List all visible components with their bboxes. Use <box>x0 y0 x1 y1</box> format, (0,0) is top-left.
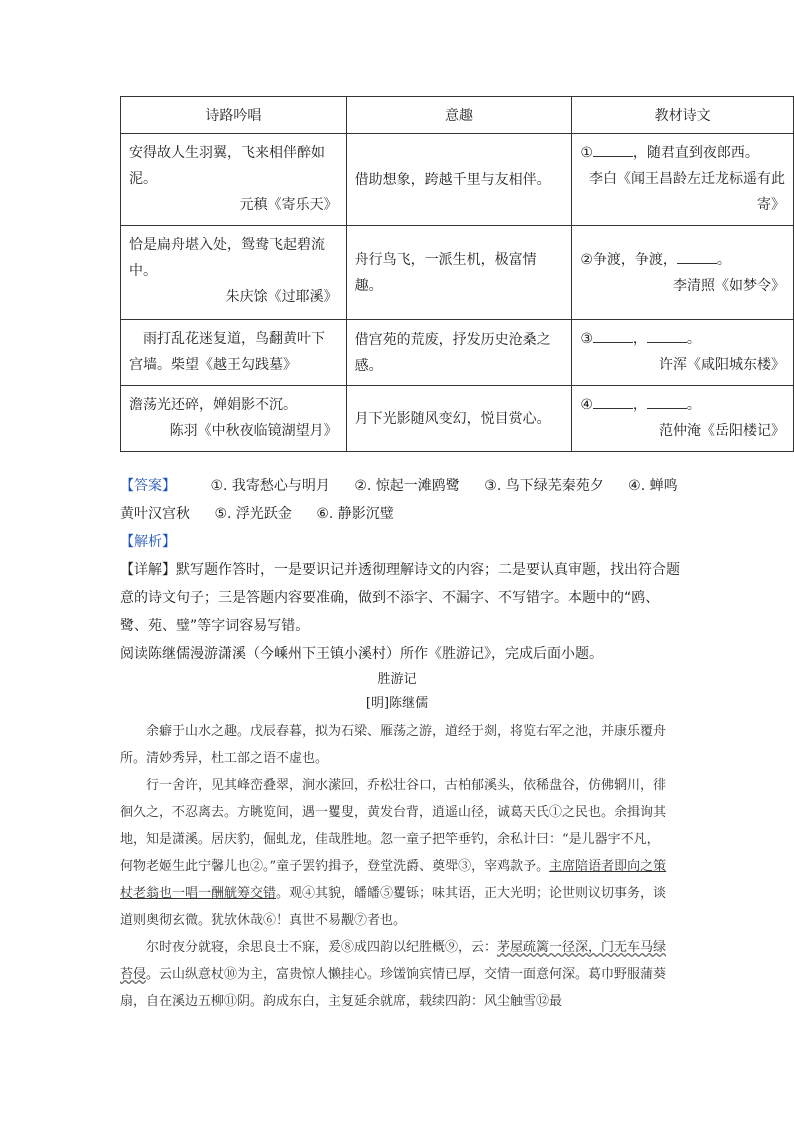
passage-body <box>120 718 668 1015</box>
table-header-row <box>121 97 794 134</box>
answer-block <box>120 472 680 528</box>
table-row <box>121 386 794 452</box>
underlined-sentence: 主席陪语者即向之策杖老翁也一唱一酬觥筹交错 <box>120 859 667 901</box>
passage-paragraph <box>120 772 668 934</box>
row-textbook-post: ，随君直到夜郎西。 <box>632 145 759 161</box>
answer-blank[interactable] <box>647 394 687 409</box>
row-textbook-mid: ， <box>632 331 647 347</box>
row-poem: 安得故人生羽翼，飞来相伴醉如泥。 <box>129 145 325 187</box>
row-textbook-pre: ②争渡，争渡， <box>580 251 677 268</box>
table-row <box>121 226 794 320</box>
header-meaning: 意趣 <box>346 97 572 134</box>
analysis-label: 【解析】 <box>120 534 176 550</box>
answer-item: ⑤. 浮光跃金 <box>214 506 292 522</box>
row-meaning: 借宫苑的荒废，抒发历史沧桑之感。 <box>354 331 551 374</box>
row-source: 陈羽《中秋夜临镜湖望月》 <box>169 423 338 439</box>
table-row <box>121 320 794 386</box>
row-textbook-src: 李清照《如梦令》 <box>673 277 785 294</box>
answer-blank[interactable] <box>593 394 633 409</box>
passage-paragraph <box>120 934 668 1015</box>
answer-item: ③. 鸟下绿芜秦苑夕 <box>484 478 604 494</box>
detail-text: 默写题作答时，一是要识记并透彻理解诗文的内容；二是要认真审题，找出符合题意的诗文句子；三是答题内容要准确，做到不添字、不漏字、不写错字。本题中的“鸥、鹭、苑、璧”等字词容易写错。 <box>120 562 680 634</box>
passage-title: 胜游记 <box>377 672 417 687</box>
passage-paragraph: 余癖于山水之趣。戊辰春暮，拟为石梁、雁荡之游，道经于剡，将览右军之池，并康乐覆舟所。清妙秀异，杜工部之语不虚也。 <box>120 724 667 766</box>
answer-item: ⑥. 静影沉璧 <box>316 506 394 522</box>
answer-blank[interactable] <box>593 142 633 157</box>
detail-label: 【详解】 <box>120 562 176 578</box>
row-textbook-mid: ， <box>632 397 647 413</box>
row-textbook-post: 。 <box>716 251 731 268</box>
passage-author: [明]陈继儒 <box>365 696 429 711</box>
header-textbook: 教材诗文 <box>572 97 794 134</box>
row-meaning: 借助想象，跨越千里与友相伴。 <box>354 171 551 188</box>
answer-blank[interactable] <box>647 328 687 343</box>
row-textbook-src: 范仲淹《岳阳楼记》 <box>659 423 785 439</box>
passage-text: 。观④其貌，皤皤⑤矍铄；味其语，正大光明；论世则议切事务，谈道则奥彻玄微。犹欤休哉⑥！真世不易觏⑦者也。 <box>120 886 667 928</box>
row-textbook-src: 李白《闻王昌龄左迁龙标遥有此寄》 <box>589 171 785 213</box>
answer-label: 【答案】 <box>120 478 176 494</box>
row-textbook-pre: ④ <box>580 397 593 413</box>
table-row <box>121 134 794 226</box>
row-source: 元稹《寄乐天》 <box>239 197 338 213</box>
passage-text: 尔时夜分就寝，余思良士不寐，爰⑧成四韵以纪胜概⑨，云： <box>146 940 498 955</box>
reading-lead-in: 阅读陈继儒漫游潇溪（今嵊州下王镇小溪村）所作《胜游记》，完成后面小题。 <box>120 646 603 662</box>
row-source: 朱庆馀《过耶溪》 <box>225 289 338 305</box>
answer-blank[interactable] <box>593 328 633 343</box>
passage-text: 行一舍许，见其峰峦叠翠，涧水潆回，乔松壮谷口，古柏郁溪头，依稀盘谷，仿佛辋川，徘徊久之，不忍离去。方眺览间，遇一矍叟，黄发台背，逍遥山径，诚葛天氏①之民也。余揖询其地，知是潇溪。居庆豹，倔虬龙，佳哉胜地。忽一童子把竿垂钓，余私计曰：“是儿器宇不凡，何物老姬生此宁馨儿也②。”童子罢钓揖予，登堂洗爵、奠斝③，宰鸡款予。 <box>120 778 667 874</box>
row-textbook-pre: ① <box>580 145 593 161</box>
header-poems: 诗路吟唱 <box>121 97 347 134</box>
analysis-block <box>120 528 680 668</box>
wavy-underlined-sentence: 茅屋疏篱一径深，门无车马绿苔侵 <box>120 940 667 982</box>
answer-item: ①. 我寄愁心与明月 <box>210 478 330 494</box>
row-poem: 澹荡光还碎，婵娟影不沉。 <box>129 397 297 413</box>
answer-blank[interactable] <box>677 249 717 264</box>
passage-text: 。云山纵意杖⑩为主，富贵惊人懒挂心。珍馐饷宾情已厚，交情一面意何深。葛巾野服蒲葵扇，自在溪边五柳⑪阴。韵成东白，主复延余就席，载续四韵：风尘触雪⑫最 <box>120 967 667 1009</box>
row-textbook-post: 。 <box>686 331 701 347</box>
row-textbook-post: 。 <box>686 397 701 413</box>
row-poem: 雨打乱花迷复道，鸟翻黄叶下宫墙。柴望《越王勾践墓》 <box>129 331 325 373</box>
answer-item: ④. 蝉鸣黄叶汉宫秋 <box>120 478 678 522</box>
row-meaning: 月下光影随风变幻，悦目赏心。 <box>354 410 551 427</box>
answer-item: ②. 惊起一滩鸥鹭 <box>354 478 460 494</box>
row-poem: 恰是扁舟堪入处，鸳鸯飞起碧流中。 <box>129 237 325 279</box>
row-meaning: 舟行鸟飞，一派生机，极富情趣。 <box>354 251 537 294</box>
poem-table <box>120 96 794 452</box>
row-textbook-src: 许浑《咸阳城东楼》 <box>659 357 785 373</box>
row-textbook-pre: ③ <box>580 331 593 347</box>
